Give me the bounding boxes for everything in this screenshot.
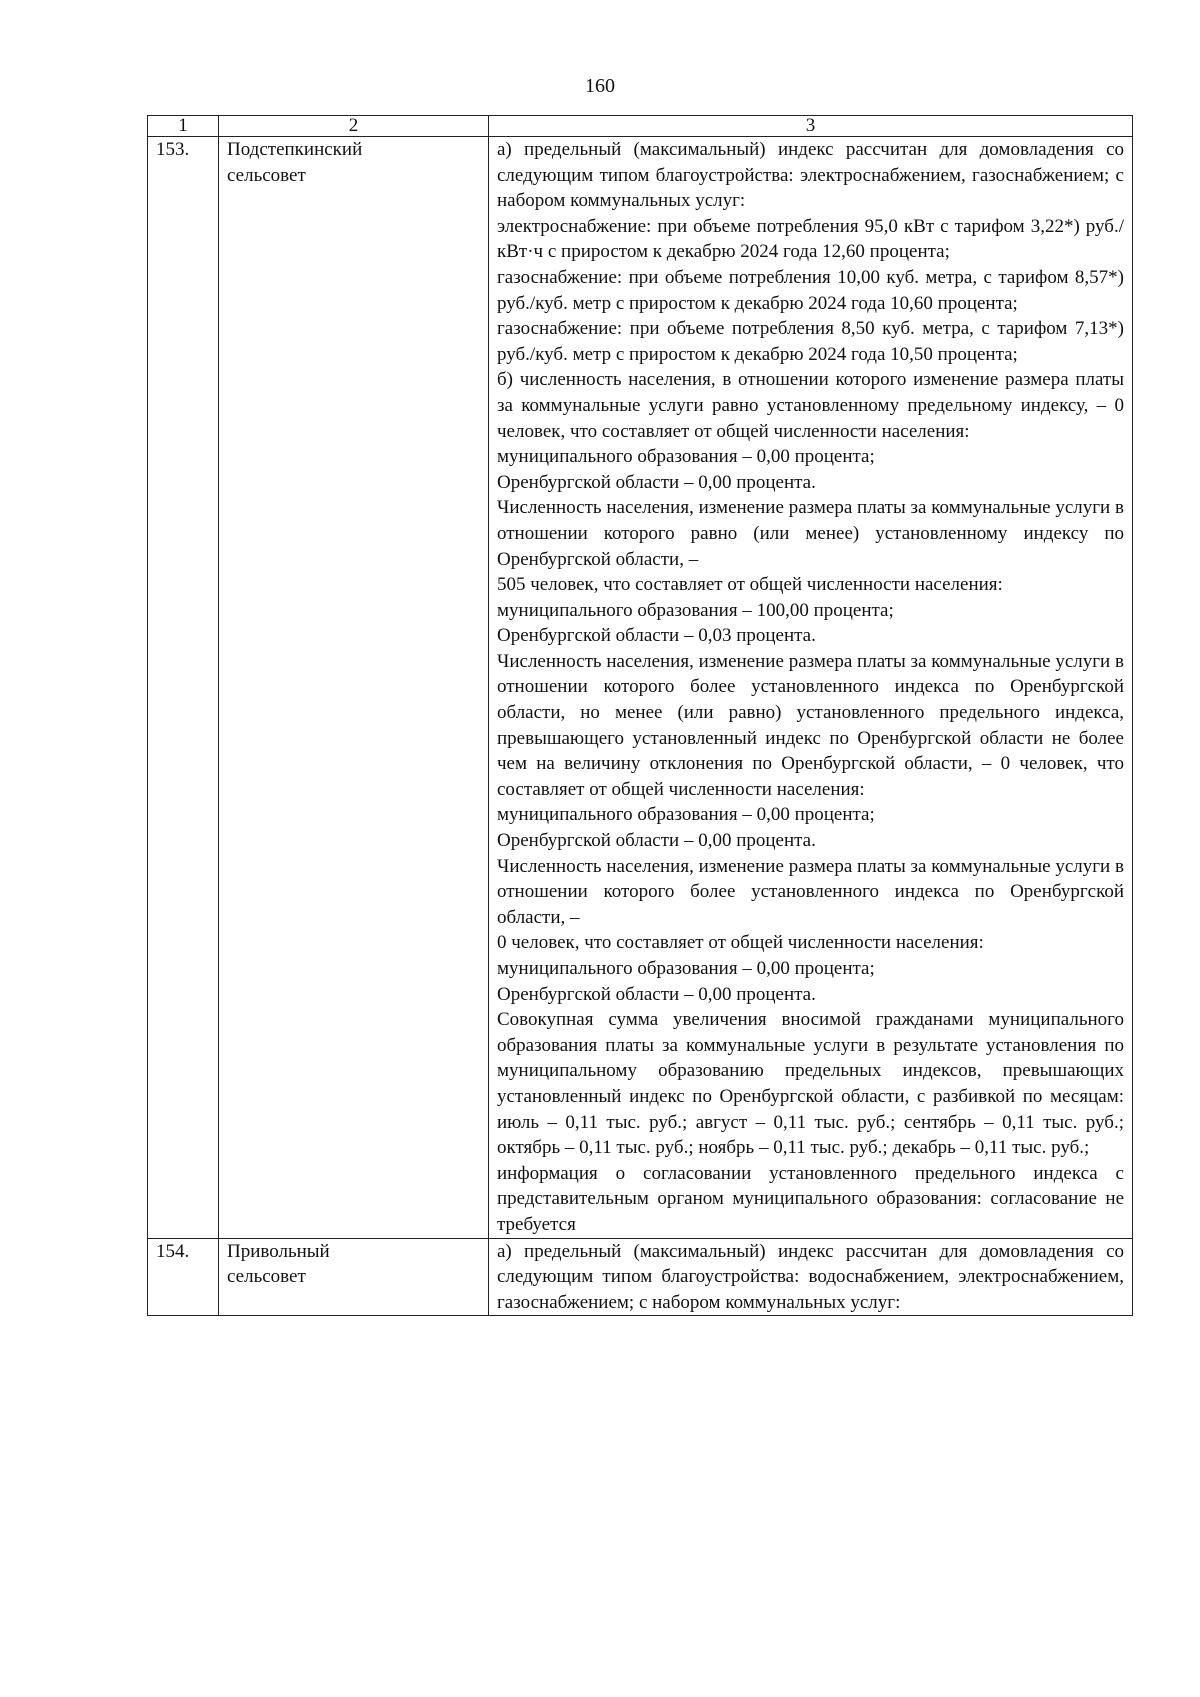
paragraph: а) предельный (максимальный) индекс рассчитан для домовладения со следующим типом благоустройства: водоснабжением, электроснабжением, газоснабжением; с набором коммунальных услуг:: [497, 1240, 1124, 1313]
index-description: [489, 1238, 1133, 1316]
paragraph: муниципального образования – 0,00 процента;: [497, 446, 875, 468]
paragraph: Численность населения, изменение размера платы за коммунальные услуги в отношении которого более установленного индекса по Оренбургской области, –: [497, 855, 1124, 928]
municipality-name-line: Подстепкинский: [227, 139, 363, 160]
index-description: [489, 137, 1133, 1239]
paragraph: Оренбургской области – 0,00 процента.: [497, 471, 816, 493]
paragraph: Оренбургской области – 0,00 процента.: [497, 983, 816, 1005]
paragraph: а) предельный (максимальный) индекс рассчитан для домовладения со следующим типом благоустройства: электроснабжением, газоснабжением; с набором коммунальных услуг:: [497, 139, 1124, 212]
municipality-name: [219, 1238, 489, 1316]
row-number: 153.: [148, 137, 219, 1239]
paragraph: Численность населения, изменение размера платы за коммунальные услуги в отношении которого более установленного индекса по Оренбургской области, но менее (или равно) установленного предельного индекса, превышающего установленный индекс по Оренбургской области не более чем на величину отклонения по Оренбургской области, – 0 человек, что составляет от общей численности населения:: [497, 650, 1124, 800]
paragraph: муниципального образования – 0,00 процента;: [497, 958, 875, 979]
paragraph: б) численность населения, в отношении которого изменение размера платы за коммунальные услуги равно установленному предельному индексу, – 0 человек, что составляет от общей численности населения:: [497, 369, 1124, 442]
page-number: 160: [585, 75, 615, 97]
indices-table: [147, 115, 1133, 1316]
paragraph: муниципального образования – 100,00 процента;: [497, 599, 894, 621]
table-header-row: [148, 116, 1133, 137]
paragraph: 0 человек, что составляет от общей численности населения:: [497, 932, 984, 954]
paragraph: Совокупная сумма увеличения вносимой гражданами муниципального образования платы за коммунальные услуги в результате установления по муниципальному образованию предельных индексов, превышающих установленный индекс по Оренбургской области, с разбивкой по месяцам: июль – 0,11 тыс. руб.; август – 0,11 тыс. руб.; сентябрь – 0,11 тыс. руб.; октябрь – 0,11 тыс. руб.; ноябрь – 0,11 тыс. руб.; декабрь – 0,11 тыс. руб.;: [497, 1009, 1124, 1159]
paragraph: Оренбургской области – 0,00 процента.: [497, 830, 816, 852]
paragraph: газоснабжение: при объеме потребления 10,00 куб. метра, с тарифом 8,57*) руб./куб. метр с приростом к декабрю 2024 года 10,60 процента;: [497, 266, 1124, 314]
column-header-2: 2: [219, 116, 489, 137]
row-number: 154.: [148, 1238, 219, 1316]
paragraph: газоснабжение: при объеме потребления 8,50 куб. метра, с тарифом 7,13*) руб./куб. метр с приростом к декабрю 2024 года 10,50 процента;: [497, 318, 1124, 365]
paragraph: Численность населения, изменение размера платы за коммунальные услуги в отношении которого равно (или менее) установленному индексу по Оренбургской области, –: [497, 497, 1124, 570]
table-row: [148, 1238, 1133, 1316]
paragraph: 505 человек, что составляет от общей численности населения:: [497, 574, 1003, 596]
municipality-name-line: Привольный: [227, 1240, 330, 1262]
municipality-name-line: сельсовет: [227, 1266, 306, 1288]
paragraph: электроснабжение: при объеме потребления 95,0 кВт с тарифом 3,22*) руб./кВт·ч с приростом к декабрю 2024 года 12,60 процента;: [497, 215, 1124, 263]
table-row: [148, 137, 1133, 1239]
column-header-3: 3: [489, 116, 1133, 137]
municipality-name: [219, 137, 489, 1239]
municipality-name-line: сельсовет: [227, 164, 306, 186]
paragraph: муниципального образования – 0,00 процента;: [497, 804, 875, 826]
paragraph: Оренбургской области – 0,03 процента.: [497, 625, 816, 647]
paragraph: информация о согласовании установленного предельного индекса с представительным органом муниципального образования: согласование не требуется: [497, 1162, 1124, 1235]
column-header-1: 1: [148, 116, 219, 137]
